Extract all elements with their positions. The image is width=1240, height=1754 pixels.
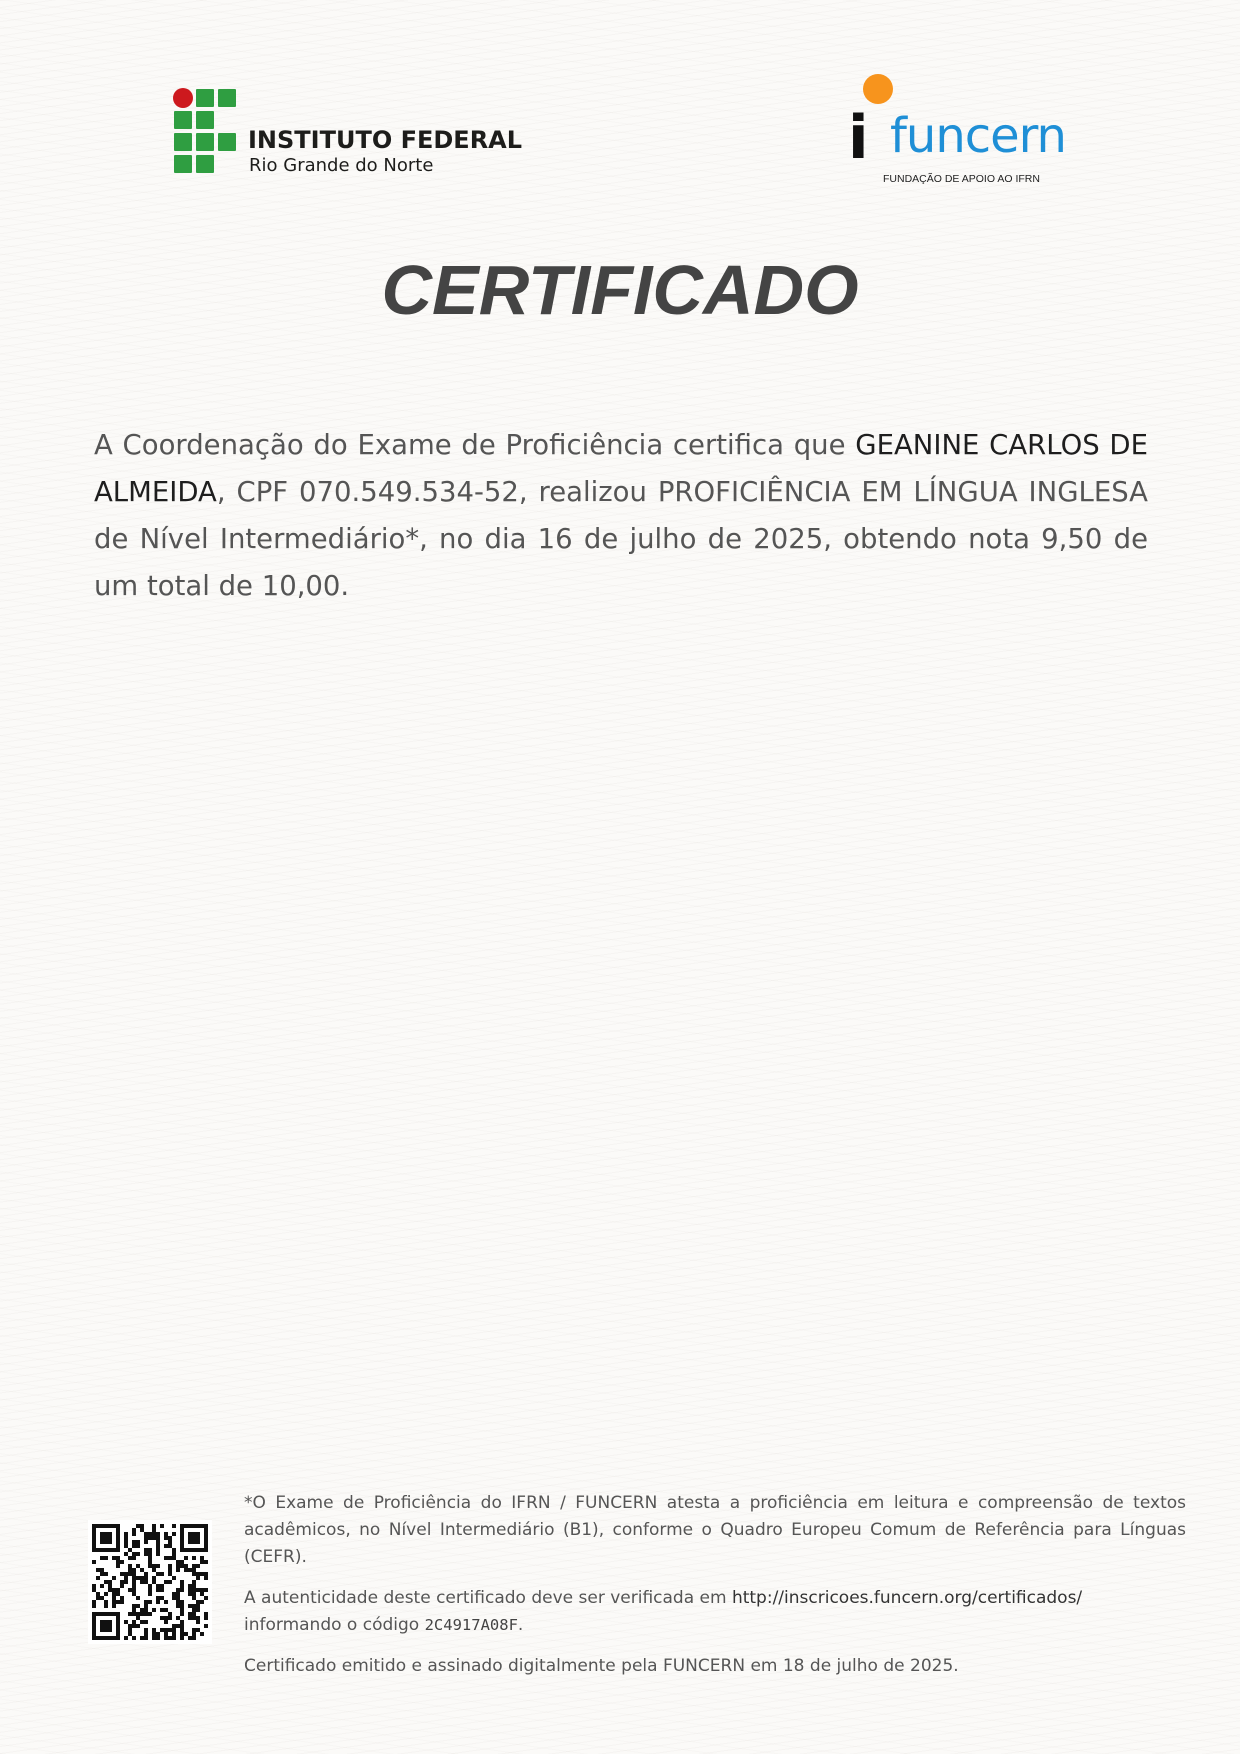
verify-prefix: A autenticidade deste certificado deve ser verificada em [244, 1588, 732, 1608]
ifrn-square [174, 133, 192, 151]
page-title: CERTIFICADO [381, 251, 859, 329]
funcern-tagline: FUNDAÇÃO DE APOIO AO IFRN [883, 173, 1040, 185]
certificate-statement [94, 422, 1148, 610]
ifrn-square [196, 155, 214, 173]
statement-details: , CPF 070.549.534-52, realizou PROFICIÊNCIA EM LÍNGUA INGLESA de Nível Intermediário*, no dia 16 de julho de 2025, obtendo nota 9,50 de um total de 10,00. [94, 476, 1148, 602]
qr-code-icon [88, 1520, 212, 1644]
ifrn-red-dot [173, 88, 193, 108]
ifrn-square [196, 111, 214, 129]
verify-mid: informando o código [244, 1615, 425, 1635]
funcern-orange-dot [863, 74, 893, 104]
ifrn-logo [173, 88, 523, 178]
ifrn-square [218, 89, 236, 107]
issued-note: Certificado emitido e assinado digitalmente pela FUNCERN em 18 de julho de 2025. [244, 1656, 959, 1676]
funcern-logo [846, 74, 1076, 189]
ifrn-campus: Rio Grande do Norte [249, 155, 434, 176]
ifrn-name: INSTITUTO FEDERAL [248, 126, 523, 154]
ifrn-mark-icon [173, 88, 239, 174]
ifrn-square [196, 133, 214, 151]
verification-note [244, 1585, 1186, 1639]
verify-suffix: . [517, 1615, 524, 1635]
holder-name: GEANINE CARLOS DE ALMEIDA [94, 429, 1148, 508]
funcern-i-glyph: i [848, 103, 869, 173]
ifrn-square [174, 155, 192, 173]
verification-code: 2C4917A08F [424, 1616, 518, 1634]
statement-intro: A Coordenação do Exame de Proficiência certifica que [94, 429, 856, 461]
ifrn-square [196, 89, 214, 107]
qr-code [88, 1520, 212, 1644]
funcern-wordmark: funcern [890, 108, 1066, 164]
ifrn-square [174, 111, 192, 129]
cefr-note: *O Exame de Proficiência do IFRN / FUNCERN atesta a proficiência em leitura e compreensão de textos acadêmicos, no Nível Intermediário (B1), conforme o Quadro Europeu Comum de Referência para Línguas (CEFR). [244, 1493, 1186, 1567]
verification-link[interactable]: http://inscricoes.funcern.org/certificados/ [731, 1588, 1083, 1608]
footer-notes [244, 1490, 1186, 1694]
ifrn-square [218, 133, 236, 151]
